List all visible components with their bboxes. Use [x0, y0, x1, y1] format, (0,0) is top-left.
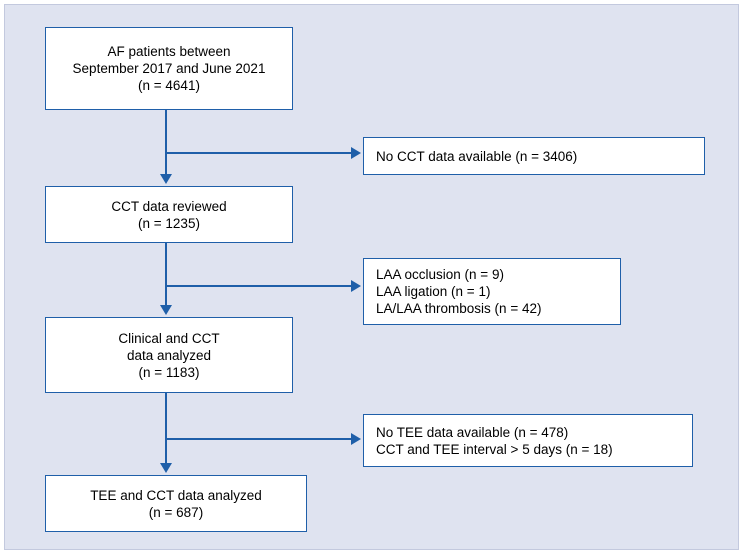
- node-cct-reviewed-line-1: CCT data reviewed: [111, 198, 227, 214]
- arrowhead-af-to-cct: [160, 174, 172, 184]
- node-tee-cct-analyzed-line-1: TEE and CCT data analyzed: [90, 487, 262, 503]
- node-tee-cct-analyzed-line-2: (n = 687): [148, 504, 204, 520]
- node-exclusion-laa: [363, 258, 621, 325]
- node-clinical-cct-analyzed: [45, 317, 293, 393]
- connector-branch-exclusion-1: [165, 152, 353, 154]
- node-clinical-cct-analyzed-line-2: data analyzed: [126, 347, 212, 363]
- node-exclusion-tee-line-1: No TEE data available (n = 478): [376, 424, 569, 440]
- node-cct-reviewed: [45, 186, 293, 243]
- node-af-patients: [45, 27, 293, 110]
- node-exclusion-no-cct-data-line-1: No CCT data available (n = 3406): [376, 148, 578, 164]
- node-exclusion-no-cct-data: [363, 137, 705, 175]
- node-exclusion-tee: [363, 414, 693, 467]
- node-clinical-cct-analyzed-line-3: (n = 1183): [138, 364, 200, 380]
- arrowhead-exclusion-2: [351, 280, 361, 292]
- connector-branch-exclusion-2: [165, 285, 353, 287]
- node-exclusion-tee-line-2: CCT and TEE interval > 5 days (n = 18): [376, 441, 613, 457]
- arrowhead-clinical-to-tee: [160, 463, 172, 473]
- node-exclusion-laa-line-1: LAA occlusion (n = 9): [376, 267, 504, 282]
- node-exclusion-laa-line-2: LAA ligation (n = 1): [376, 284, 491, 299]
- node-exclusion-laa-line-3: LA/LAA thrombosis (n = 42): [376, 301, 542, 316]
- node-clinical-cct-analyzed-line-1: Clinical and CCT: [118, 330, 220, 346]
- arrowhead-exclusion-1: [351, 147, 361, 159]
- connector-clinical-to-tee: [165, 389, 167, 467]
- node-tee-cct-analyzed: [45, 475, 307, 532]
- node-af-patients-line-2: September 2017 and June 2021: [72, 61, 266, 76]
- connector-branch-exclusion-3: [165, 438, 353, 440]
- arrowhead-exclusion-3: [351, 433, 361, 445]
- connector-cct-to-clinical: [165, 239, 167, 309]
- node-cct-reviewed-line-2: (n = 1235): [138, 215, 200, 231]
- node-af-patients-line-3: (n = 4641): [138, 78, 200, 93]
- flowchart-panel: [4, 4, 739, 550]
- arrowhead-cct-to-clinical: [160, 305, 172, 315]
- connector-af-to-cct: [165, 106, 167, 176]
- node-af-patients-line-1: AF patients between: [107, 44, 231, 59]
